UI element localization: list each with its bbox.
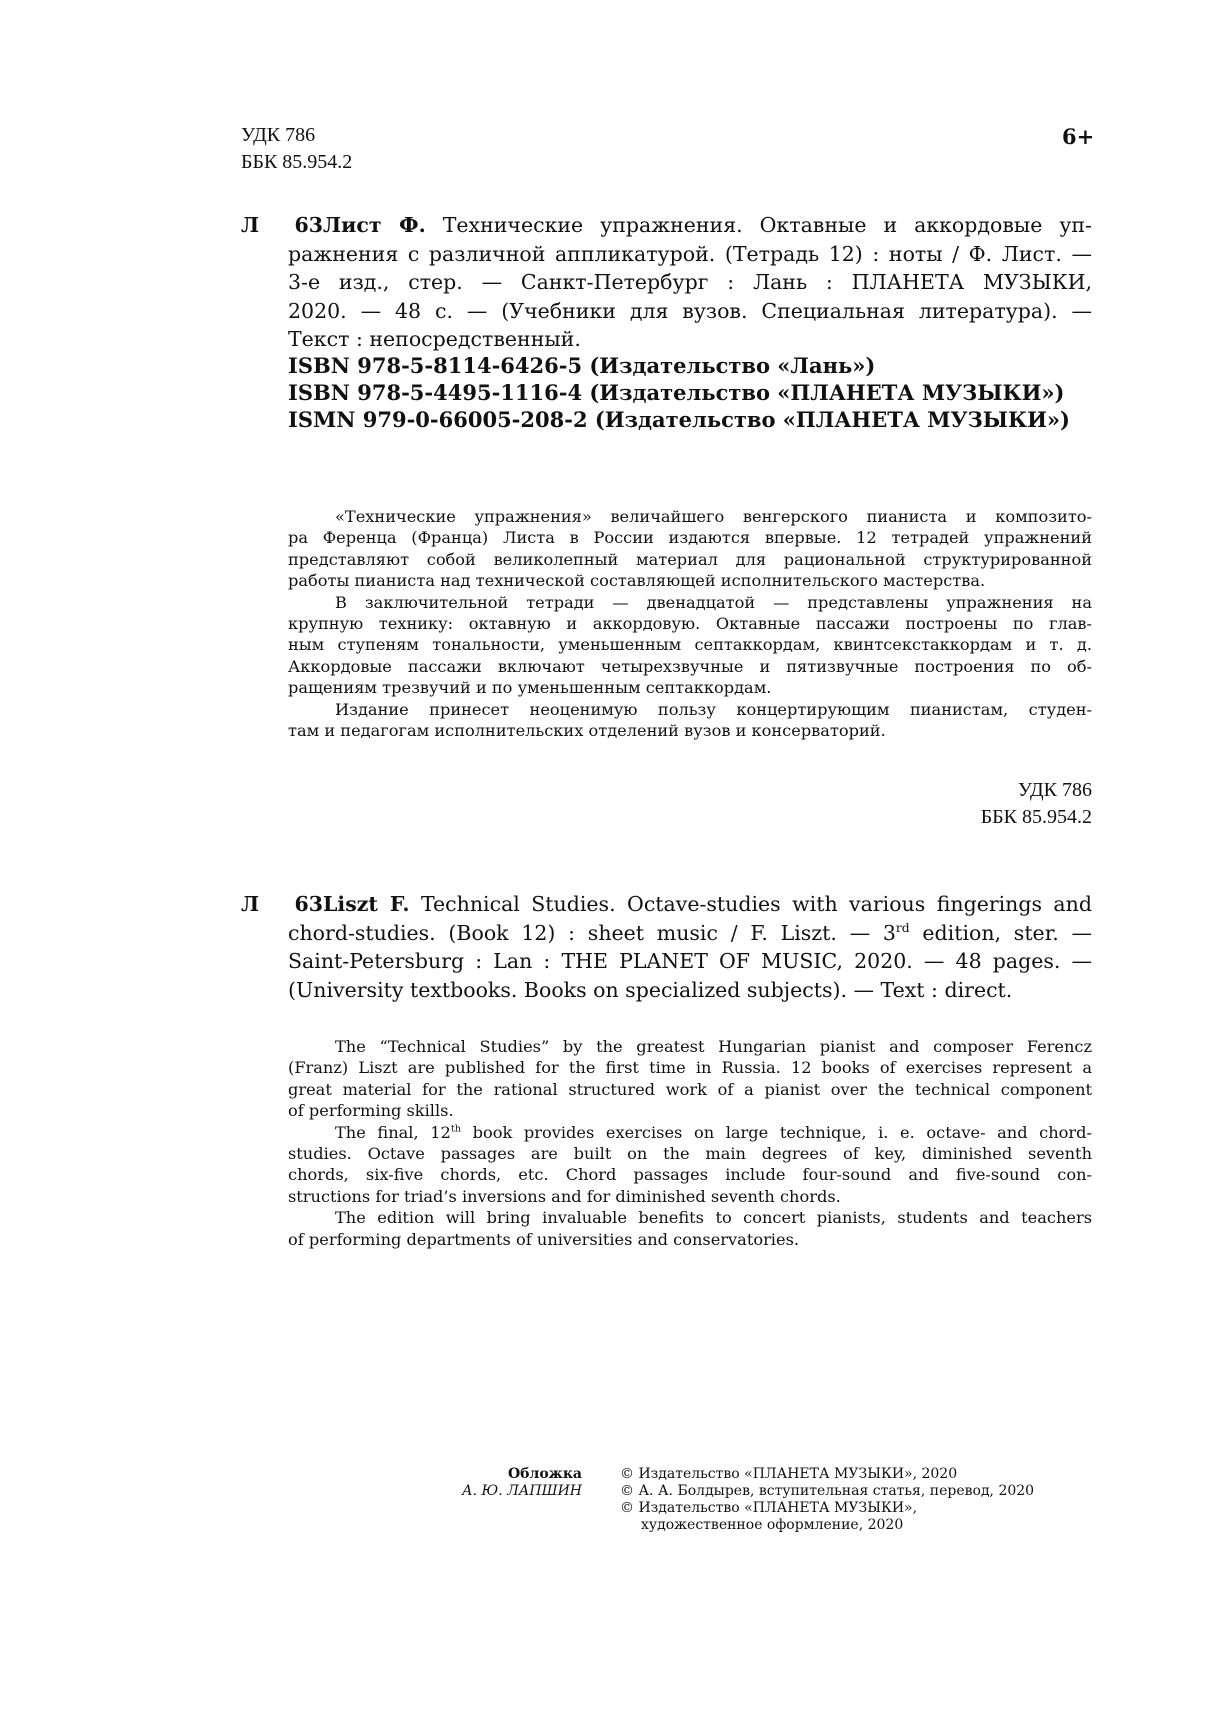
en-abstract-p3-line: The edition will bring invaluable benefits to concert pianists, students and teachers xyxy=(335,1208,1092,1228)
copyright-line: © А. А. Болдырев, вступительная статья, перевод, 2020 xyxy=(620,1483,1035,1499)
ru-entry-title: Технические упражнения. Октавные и аккордовые уп- xyxy=(442,213,1092,237)
cover-label: Обложка xyxy=(507,1466,582,1482)
en-abstract-p2-line: chords, six-five chords, etc. Chord passages include four-sound and five-sound con- xyxy=(288,1165,1092,1185)
isbn-line: ISBN 978-5-8114-6426-5 (Издательство «Лань») xyxy=(288,353,876,378)
isbn-block xyxy=(288,352,1070,433)
header-codes xyxy=(241,122,352,176)
cover-artist: А. Ю. ЛАПШИН xyxy=(462,1483,582,1499)
ru-abstract-p1-line: представляют собой великолепный материал для рациональной структурированной xyxy=(288,549,1092,569)
cover-credit xyxy=(420,1466,582,1500)
en-abstract-p2-line xyxy=(288,1122,1092,1143)
en-abstract-p1-line: The “Technical Studies” by the greatest Hungarian pianist and composer Ferencz xyxy=(335,1037,1092,1056)
en-bibliographic-entry xyxy=(241,890,1092,1004)
ru-bibliographic-entry xyxy=(241,211,1092,354)
ru-abstract-p3-line: Издание принесет неоценимую пользу концертирующим пианистам, студен- xyxy=(335,699,1092,719)
en-abstract-p2-sup: th xyxy=(450,1123,461,1135)
ru-abstract-p2-line: крупную технику: октавную и аккордовую. Октавные пассажи построены по глав- xyxy=(288,614,1092,634)
ru-abstract xyxy=(288,506,1092,741)
isbn-line: ISBN 978-5-4495-1116-4 (Издательство «ПЛАНЕТА МУЗЫКИ») xyxy=(288,380,1065,405)
en-abstract-p1-line: of performing skills. xyxy=(288,1101,454,1121)
ru-abstract-p2-line: Аккордовые пассажи включают четырехзвучные и пятизвучные построения по об- xyxy=(288,656,1092,676)
ru-abstract-p3-line: там и педагогам исполнительских отделений вузов и консерваторий. xyxy=(288,721,886,741)
en-abstract-p2-line: structions for triad’s inversions and for diminished seventh chords. xyxy=(288,1186,841,1206)
en-entry-line-2-a: chord-studies. (Book 12) : sheet music / F. Liszt. — 3 xyxy=(288,920,896,945)
ru-abstract-p2-line: ным ступеням тональности, уменьшенным септаккордам, квинтсекстаккордам и т. д. xyxy=(288,635,1092,655)
ru-abstract-p2-line: ращениям трезвучий и по уменьшенным септаккордам. xyxy=(288,678,772,698)
age-rating-badge: 6+ xyxy=(1062,124,1095,149)
copyright-block xyxy=(620,1466,1034,1534)
en-abstract-p2-line: studies. Octave passages are built on the main degrees of key, diminished seventh xyxy=(288,1144,1092,1164)
ru-codes xyxy=(800,777,1092,831)
en-entry-line-4: (University textbooks. Books on specialized subjects). — Text : direct. xyxy=(288,977,1013,1002)
ru-entry-line-1 xyxy=(241,211,1092,240)
isbn-line: ISMN 979-0-66005-208-2 (Издательство «ПЛАНЕТА МУЗЫКИ») xyxy=(288,407,1070,432)
ru-abstract-p1-line: «Технические упражнения» величайшего венгерского пианиста и композито- xyxy=(335,507,1092,526)
en-entry-title: Technical Studies. Octave-studies with various fingerings and xyxy=(420,892,1092,916)
ru-abstract-p2-line: В заключительной тетради — двенадцатой — представлены упражнения на xyxy=(335,592,1092,612)
copyright-line: художественное оформление, 2020 xyxy=(641,1517,904,1533)
en-abstract xyxy=(288,1036,1092,1250)
en-abstract-p1-line: great material for the rational structured work of a pianist over the technical component xyxy=(288,1079,1092,1099)
ru-abstract-p1-line: работы пианиста над технической составляющей исполнительского мастерства. xyxy=(288,571,986,591)
ru-codes-udk: УДК 786 xyxy=(1017,779,1092,801)
en-abstract-p2-a: The final, 12 xyxy=(335,1122,451,1142)
en-entry-author: Liszt F. xyxy=(323,892,410,916)
en-abstract-p1-line: (Franz) Liszt are published for the first time in Russia. 12 books of exercises represent a xyxy=(288,1058,1092,1078)
en-entry-line-3: Saint-Petersburg : Lan : THE PLANET OF MUSIC, 2020. — 48 pages. — xyxy=(288,949,1092,973)
en-entry-line-2 xyxy=(241,919,1092,948)
ru-entry-code: Л 63 xyxy=(241,213,323,237)
en-entry-line-2-sup: rd xyxy=(895,920,910,935)
ru-entry-author: Лист Ф. xyxy=(323,213,426,237)
ru-abstract-p1-line: ра Ференца (Франца) Листа в России издаются впервые. 12 тетрадей упражнений xyxy=(288,528,1092,548)
copyright-line: © Издательство «ПЛАНЕТА МУЗЫКИ», xyxy=(620,1500,918,1516)
en-entry-code: Л 63 xyxy=(241,892,323,916)
ru-entry-line-2: ражнения с различной аппликатурой. (Тетрадь 12) : ноты / Ф. Лист. — xyxy=(288,241,1092,266)
ru-codes-bbk: ББК 85.954.2 xyxy=(980,806,1092,828)
en-entry-line-1 xyxy=(241,890,1092,919)
ru-entry-line-5: Текст : непосредственный. xyxy=(288,327,581,351)
ru-entry-line-3: 3-е изд., стер. — Санкт-Петербург : Лань : ПЛАНЕТА МУЗЫКИ, xyxy=(288,270,1092,294)
header-udk: УДК 786 xyxy=(241,124,316,146)
ru-entry-line-4: 2020. — 48 с. — (Учебники для вузов. Специальная литература). — xyxy=(288,298,1092,323)
copyright-line: © Издательство «ПЛАНЕТА МУЗЫКИ», 2020 xyxy=(620,1466,958,1482)
en-entry-line-2-b: edition, ster. — xyxy=(909,920,1092,945)
en-abstract-p2-b: book provides exercises on large technique, i. e. octave- and chord- xyxy=(460,1122,1092,1142)
header-bbk: ББК 85.954.2 xyxy=(241,151,353,173)
en-abstract-p3-line: of performing departments of universities and conservatories. xyxy=(288,1229,800,1249)
